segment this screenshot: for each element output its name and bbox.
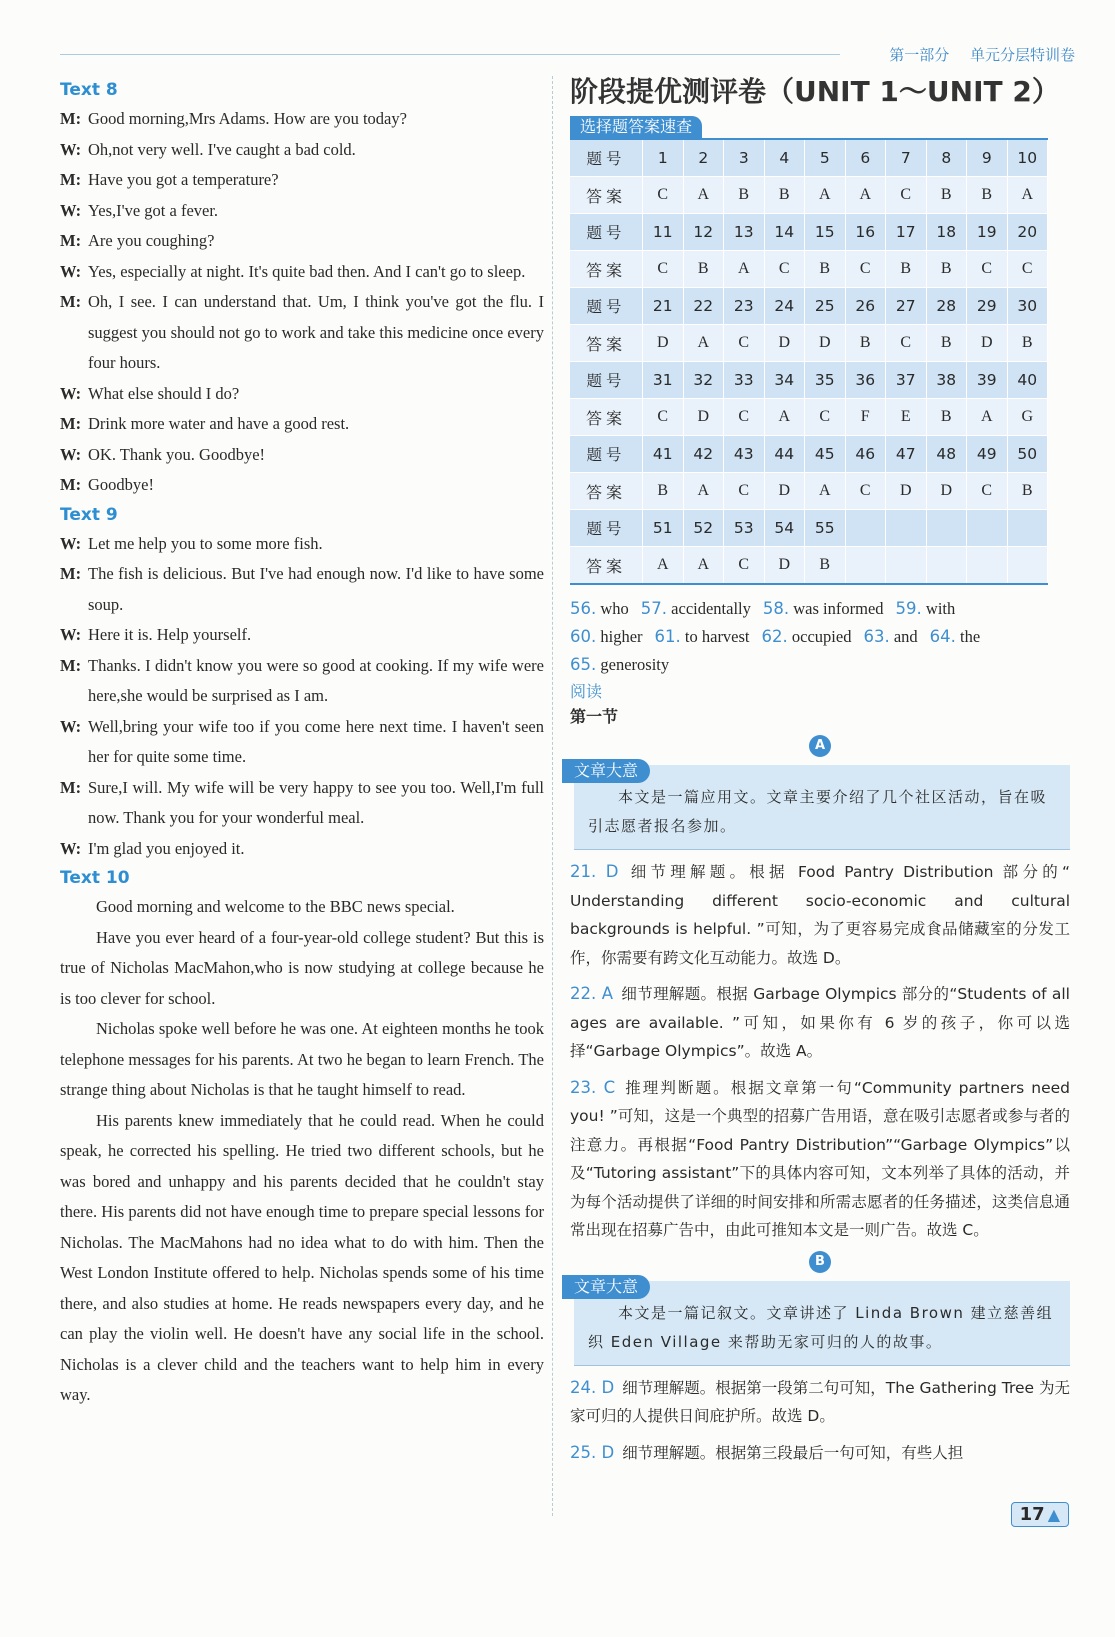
question-number: 24 — [764, 288, 805, 325]
answer-cell: B — [683, 251, 724, 288]
question-number: 36 — [845, 362, 886, 399]
question-number: 5 — [805, 139, 846, 177]
speaker-label: M: — [60, 475, 82, 494]
row-header-number: 题号 — [570, 436, 643, 473]
answer-row — [570, 473, 1048, 510]
header-series: 单元分层特训卷 — [969, 46, 1075, 64]
summary-text: 本文是一篇应用文。文章主要介绍了几个社区活动，旨在吸引志愿者报名参加。 — [574, 765, 1070, 850]
fill-answer — [570, 627, 643, 646]
question-number: 57. — [640, 599, 668, 618]
answer-cell: D — [764, 325, 805, 362]
speaker-label: W: — [60, 200, 82, 220]
question-number: 31 — [643, 362, 684, 399]
dialogue-line — [60, 165, 544, 196]
question-number: 22 — [683, 288, 724, 325]
answer-text: to harvest — [684, 627, 750, 646]
answer-cell: C — [643, 251, 684, 288]
row-header-number: 题号 — [570, 139, 643, 177]
fill-answer — [762, 627, 852, 646]
answer-cell — [926, 547, 967, 585]
summary-text: 本文是一篇记叙文。文章讲述了 Linda Brown 建立慈善组织 Eden Village 来帮助无家可归的人的故事。 — [574, 1281, 1070, 1366]
question-number: 45 — [805, 436, 846, 473]
explanation-text: 细节理解题。根据 Garbage Olympics 部分的“Students of all ages are available. ”可知，如果你有 6 岁的孩子，你可以选择“Garbage Olympics”。故选 A。 — [570, 985, 1070, 1060]
answer-text: who — [600, 599, 629, 618]
running-header — [873, 44, 1075, 65]
fill-answer — [863, 627, 917, 646]
speaker-label: M: — [60, 564, 82, 583]
answer-text: was informed — [793, 599, 884, 618]
question-number: 21 — [643, 288, 684, 325]
question-number: 62. — [761, 627, 788, 646]
speaker-label: M: — [60, 777, 82, 797]
question-number — [845, 510, 886, 547]
answer-table — [570, 138, 1048, 585]
answer-text: with — [925, 599, 956, 618]
row-header-answer: 答案 — [570, 251, 643, 288]
answer-cell: A — [724, 251, 765, 288]
answer-cell: C — [1007, 251, 1048, 288]
explanation-text: 推理判断题。根据文章第一句“Community partners need you! ”可知，这是一个典型的招募广告用语，意在吸引志愿者或参与者的注意力。再根据“Food Pantry Distribution”“Garbage Olympics”以及“Tutoring assistant”下的具体内容可知，文本列举了具体的活动，并为每个活动提供了详细的时间安排和所需志愿者的任务描述，这类信息通常出现在招募广告中，由此可推知本文是一则广告。故选 C。 — [570, 1078, 1070, 1239]
dialogue-line — [60, 712, 544, 773]
answer-cell: B — [1007, 325, 1048, 362]
row-header-number: 题号 — [570, 214, 643, 251]
speaker-label: W: — [60, 625, 82, 644]
question-number: 9 — [967, 139, 1008, 177]
question-number: 42 — [683, 436, 724, 473]
utterance: Are you coughing? — [88, 231, 215, 250]
speaker-label: W: — [60, 383, 82, 403]
header-part: 第一部分 — [889, 46, 950, 64]
question-number: 32 — [683, 362, 724, 399]
dialogue-line — [60, 287, 544, 379]
text10-monologue — [60, 892, 544, 1411]
answer-cell: C — [805, 399, 846, 436]
question-number: 59. — [895, 599, 922, 618]
explanation-text: 细节理解题。根据第三段最后一句可知，有些人担 — [622, 1443, 964, 1462]
question-number: 60. — [570, 627, 597, 646]
question-number: 13 — [724, 214, 765, 251]
question-number: 56. — [570, 599, 597, 618]
page-number-text: 17 — [1019, 1504, 1045, 1525]
utterance: Oh,not very well. I've caught a bad cold. — [88, 139, 356, 159]
answer-cell: C — [724, 547, 765, 585]
answer-cell: F — [845, 399, 886, 436]
answer-cell: B — [926, 399, 967, 436]
utterance: What else should I do? — [88, 383, 240, 403]
explanation-item — [570, 1439, 1070, 1468]
answer-text: and — [893, 627, 918, 646]
answer-row — [570, 399, 1048, 436]
question-number: 2 — [683, 139, 724, 177]
utterance: Oh, I see. I can understand that. Um, I think you've got the flu. I suggest you should not go to work and take this medicine once every four hours. — [88, 292, 544, 372]
question-number: 37 — [886, 362, 927, 399]
dialogue-line — [60, 104, 544, 135]
utterance: I'm glad you enjoyed it. — [88, 838, 245, 858]
reading-label: 阅读 — [570, 682, 603, 701]
answer-text: occupied — [791, 627, 852, 646]
question-number: 8 — [926, 139, 967, 177]
dialogue-line — [60, 773, 544, 834]
explanation-item — [570, 1074, 1070, 1245]
summary-tag: 文章大意 — [562, 759, 650, 783]
question-number: 63. — [863, 627, 890, 646]
question-answer: 21. D — [570, 862, 619, 881]
utterance: Let me help you to some more fish. — [88, 533, 323, 553]
answer-cell: D — [683, 399, 724, 436]
listening-transcripts — [60, 76, 544, 1411]
question-answer: 22. A — [570, 984, 614, 1003]
question-number: 11 — [643, 214, 684, 251]
dialogue-line — [60, 379, 544, 410]
question-number: 10 — [1007, 139, 1048, 177]
question-number: 15 — [805, 214, 846, 251]
question-number: 64. — [929, 627, 956, 646]
answer-cell: C — [724, 325, 765, 362]
answer-cell: D — [805, 325, 846, 362]
arrow-up-icon: ▲ — [1047, 1505, 1060, 1524]
row-header-answer: 答案 — [570, 177, 643, 214]
explanation-text: 细节理解题。根据 Food Pantry Distribution 部分的“ Understanding different socio-economic and cultural backgrounds is helpful. ”可知，为了更容易完成食品储藏室的分发工作，你需要有跨文化互动能力。故选 D。 — [570, 863, 1070, 967]
answer-cell: A — [683, 473, 724, 510]
answer-cell: B — [1007, 473, 1048, 510]
answer-cell — [886, 547, 927, 585]
answer-table-tag: 选择题答案速查 — [570, 116, 702, 138]
question-number: 3 — [724, 139, 765, 177]
question-number-row — [570, 510, 1048, 547]
question-number: 4 — [764, 139, 805, 177]
answer-cell: B — [724, 177, 765, 214]
dialogue-line — [60, 409, 544, 440]
question-number: 55 — [805, 510, 846, 547]
question-number: 40 — [1007, 362, 1048, 399]
row-header-number: 题号 — [570, 510, 643, 547]
row-header-answer: 答案 — [570, 547, 643, 585]
question-number: 26 — [845, 288, 886, 325]
question-number: 39 — [967, 362, 1008, 399]
utterance: Sure,I will. My wife will be very happy to see you too. Well,I'm full now. Thank you for your wonderful meal. — [88, 777, 544, 827]
question-number: 35 — [805, 362, 846, 399]
fill-answer — [570, 655, 669, 674]
explanation-text: 细节理解题。根据第一段第二句可知，The Gathering Tree 为无家可归的人提供日间庇护所。故选 D。 — [570, 1378, 1070, 1425]
answer-cell: A — [643, 547, 684, 585]
summary-tag: 文章大意 — [562, 1275, 650, 1299]
speaker-label: M: — [60, 414, 82, 433]
dialogue-line — [60, 651, 544, 712]
question-number: 28 — [926, 288, 967, 325]
question-number-row — [570, 288, 1048, 325]
utterance: OK. Thank you. Goodbye! — [88, 444, 266, 464]
answer-cell: B — [805, 547, 846, 585]
dialogue-line — [60, 470, 544, 501]
dialogue-line — [60, 559, 544, 620]
utterance: Good morning,Mrs Adams. How are you today? — [88, 109, 407, 128]
answer-cell: D — [643, 325, 684, 362]
utterance: The fish is delicious. But I've had enough now. I'd like to have some soup. — [88, 564, 544, 614]
question-answer: 24. D — [570, 1377, 615, 1397]
answer-cell: B — [845, 325, 886, 362]
dialogue-line — [60, 196, 544, 227]
question-number: 23 — [724, 288, 765, 325]
speaker-label: W: — [60, 533, 82, 553]
answer-cell: D — [967, 325, 1008, 362]
paragraph: Have you ever heard of a four-year-old college student? But this is true of Nicholas MacMahon,who is now studying at college because he is too clever for school. — [60, 927, 544, 1008]
passage-b-explanations — [570, 1374, 1070, 1468]
answer-cell: B — [926, 251, 967, 288]
row-header-number: 题号 — [570, 362, 643, 399]
column-divider — [552, 76, 553, 1516]
speaker-label: M: — [60, 231, 82, 250]
speaker-label: W: — [60, 444, 82, 464]
page-title: 阶段提优测评卷（UNIT 1～UNIT 2） — [570, 75, 1060, 108]
fill-answer — [763, 599, 884, 618]
answer-cell: B — [805, 251, 846, 288]
fill-in-answers — [570, 595, 1070, 679]
utterance: Goodbye! — [88, 475, 154, 494]
answer-cell: A — [845, 177, 886, 214]
question-number: 43 — [724, 436, 765, 473]
question-number: 44 — [764, 436, 805, 473]
row-header-answer: 答案 — [570, 399, 643, 436]
question-number: 12 — [683, 214, 724, 251]
dialogue-line — [60, 529, 544, 560]
answer-cell: D — [926, 473, 967, 510]
answer-cell: D — [764, 547, 805, 585]
question-number: 17 — [886, 214, 927, 251]
dialogue-line — [60, 834, 544, 865]
question-answer: 23. C — [570, 1077, 616, 1097]
explanation-item — [570, 858, 1070, 972]
question-number: 27 — [886, 288, 927, 325]
answer-row — [570, 547, 1048, 585]
answer-text: generosity — [600, 655, 670, 674]
question-answer: 25. D — [570, 1442, 615, 1462]
text8-dialogue — [60, 104, 544, 501]
question-number-row — [570, 139, 1048, 177]
paragraph: Nicholas spoke well before he was one. At eighteen months he took telephone messages for his parents. At two he began to learn French. The strange thing about Nicholas is that he taught himself to read. — [60, 1019, 544, 1099]
question-number: 25 — [805, 288, 846, 325]
answer-text: the — [960, 627, 981, 646]
question-number: 52 — [683, 510, 724, 547]
utterance: Here it is. Help yourself. — [88, 625, 252, 644]
dialogue-line — [60, 257, 544, 288]
question-number: 46 — [845, 436, 886, 473]
answer-cell: C — [724, 473, 765, 510]
question-number: 20 — [1007, 214, 1048, 251]
fill-answer — [641, 599, 751, 618]
question-number: 16 — [845, 214, 886, 251]
question-number: 65. — [570, 655, 597, 674]
passage-b-summary — [570, 1276, 1070, 1366]
answer-cell: G — [1007, 399, 1048, 436]
explanation-item — [570, 1374, 1070, 1431]
text10-title: Text 10 — [60, 868, 130, 888]
answer-cell: A — [1007, 177, 1048, 214]
answer-cell: A — [805, 177, 846, 214]
header-rule — [60, 54, 840, 55]
answer-cell: C — [845, 473, 886, 510]
answer-column — [570, 72, 1070, 1467]
explanation-item — [570, 980, 1070, 1066]
answer-cell: C — [724, 399, 765, 436]
question-number: 53 — [724, 510, 765, 547]
paragraph: Good morning and welcome to the BBC news special. — [96, 897, 455, 916]
fill-answer — [896, 599, 956, 618]
speaker-label: W: — [60, 716, 82, 736]
answer-cell: E — [886, 399, 927, 436]
question-number: 47 — [886, 436, 927, 473]
answer-cell: C — [643, 399, 684, 436]
question-number: 30 — [1007, 288, 1048, 325]
utterance: Yes,I've got a fever. — [88, 200, 219, 220]
speaker-label: M: — [60, 170, 82, 189]
question-number: 29 — [967, 288, 1008, 325]
question-number: 51 — [643, 510, 684, 547]
question-number: 1 — [643, 139, 684, 177]
answer-cell: D — [886, 473, 927, 510]
text8-title: Text 8 — [60, 80, 118, 100]
answer-cell: B — [926, 177, 967, 214]
answer-cell — [1007, 547, 1048, 585]
row-header-answer: 答案 — [570, 473, 643, 510]
fill-answer — [570, 599, 629, 618]
answer-cell — [967, 547, 1008, 585]
answer-row — [570, 325, 1048, 362]
answer-text: higher — [600, 627, 643, 646]
answer-cell: B — [886, 251, 927, 288]
speaker-label: M: — [60, 109, 82, 128]
page-number — [1011, 1502, 1069, 1527]
question-number-row — [570, 436, 1048, 473]
utterance: Well,bring your wife too if you come here next time. I haven't seen her for quite some time. — [88, 716, 544, 766]
question-number — [926, 510, 967, 547]
utterance: Drink more water and have a good rest. — [88, 414, 350, 433]
answer-row — [570, 251, 1048, 288]
paragraph: His parents knew immediately that he could read. When he could speak, he corrected his spelling. He tried two different schools, but he was bored and unhappy and his parents decided that he couldn't stay there. His parents did not have enough time to prepare special lessons for Nicholas. The MacMahons had no idea what to do with him. Then the West London Institute offered to help. Nicholas spends some of his time there, and also studies at home. He reads newspapers every day, and he can play the violin well. He doesn't have any social life in the school. Nicholas is a clever child and the teachers want to help him in every way. — [60, 1110, 544, 1404]
row-header-number: 题号 — [570, 288, 643, 325]
dialogue-line — [60, 620, 544, 651]
dialogue-line — [60, 226, 544, 257]
question-number-row — [570, 214, 1048, 251]
answer-cell: B — [926, 325, 967, 362]
answer-cell: C — [845, 251, 886, 288]
answer-cell: B — [967, 177, 1008, 214]
answer-cell: C — [967, 473, 1008, 510]
question-number: 54 — [764, 510, 805, 547]
utterance: Yes, especially at night. It's quite bad then. And I can't go to sleep. — [88, 261, 526, 281]
row-header-answer: 答案 — [570, 325, 643, 362]
question-number: 48 — [926, 436, 967, 473]
question-number — [967, 510, 1008, 547]
question-number — [1007, 510, 1048, 547]
answer-cell: C — [886, 177, 927, 214]
question-number: 49 — [967, 436, 1008, 473]
answer-cell: A — [967, 399, 1008, 436]
speaker-label: W: — [60, 838, 82, 858]
passage-a-badge: A — [809, 735, 831, 757]
passage-a-explanations — [570, 858, 1070, 1245]
answer-row — [570, 177, 1048, 214]
answer-cell: C — [967, 251, 1008, 288]
answer-cell: A — [764, 399, 805, 436]
answer-cell — [845, 547, 886, 585]
question-number — [886, 510, 927, 547]
question-number: 6 — [845, 139, 886, 177]
text9-dialogue — [60, 529, 544, 865]
utterance: Have you got a temperature? — [88, 170, 279, 189]
answer-cell: A — [683, 325, 724, 362]
answer-cell: A — [683, 547, 724, 585]
question-number-row — [570, 362, 1048, 399]
question-number: 41 — [643, 436, 684, 473]
answer-text: accidentally — [671, 599, 751, 618]
question-number: 58. — [762, 599, 790, 618]
answer-cell: C — [764, 251, 805, 288]
speaker-label: M: — [60, 655, 82, 675]
fill-answer — [930, 627, 981, 646]
question-number: 61. — [654, 627, 681, 646]
fill-answer — [655, 627, 750, 646]
question-number: 50 — [1007, 436, 1048, 473]
passage-a-summary — [570, 761, 1070, 850]
question-number: 18 — [926, 214, 967, 251]
question-number: 38 — [926, 362, 967, 399]
speaker-label: M: — [60, 292, 82, 311]
question-number: 14 — [764, 214, 805, 251]
speaker-label: W: — [60, 261, 82, 281]
question-number: 7 — [886, 139, 927, 177]
passage-b-badge: B — [809, 1251, 831, 1273]
section1-label: 第一节 — [570, 707, 619, 726]
utterance: Thanks. I didn't know you were so good at cooking. If my wife were here,she would be surprised as I am. — [88, 655, 544, 705]
dialogue-line — [60, 135, 544, 166]
answer-cell: A — [805, 473, 846, 510]
question-number: 19 — [967, 214, 1008, 251]
question-number: 33 — [724, 362, 765, 399]
answer-cell: D — [764, 473, 805, 510]
dialogue-line — [60, 440, 544, 471]
answer-cell: B — [643, 473, 684, 510]
answer-cell: C — [886, 325, 927, 362]
answer-cell: C — [643, 177, 684, 214]
text9-title: Text 9 — [60, 504, 118, 525]
speaker-label: W: — [60, 139, 82, 159]
answer-cell: A — [683, 177, 724, 214]
question-number: 34 — [764, 362, 805, 399]
answer-cell: B — [764, 177, 805, 214]
